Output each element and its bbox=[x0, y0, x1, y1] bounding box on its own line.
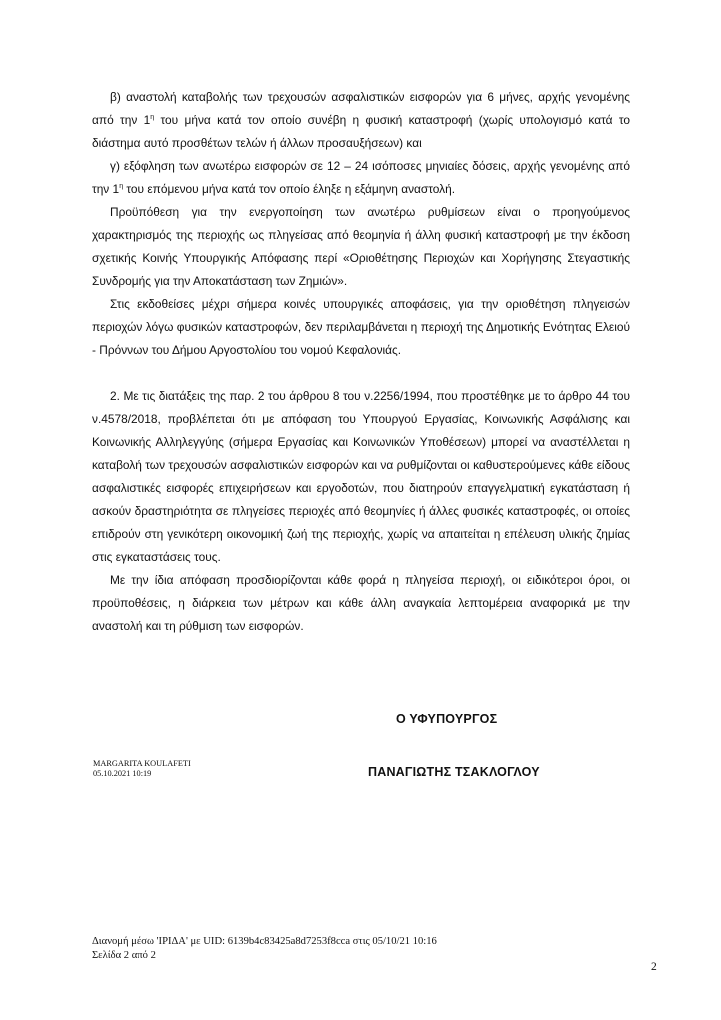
paragraph-b bbox=[92, 86, 630, 155]
superscript: η bbox=[150, 114, 155, 122]
paragraph-decisions: Στις εκδοθείσες μέχρι σήμερα κοινές υπουργικές αποφάσεις, για την οριοθέτηση πληγεισών περιοχών λόγω φυσικών καταστροφών, δεν περιλαμβάνεται η περιοχή της Δημοτικής Ενότητας Ελειού - Πρόννων του Δήμου Αργοστολίου του νομού Κεφαλονιάς. bbox=[92, 297, 630, 357]
paragraph-same-decision: Με την ίδια απόφαση προσδιορίζονται κάθε φορά η πληγείσα περιοχή, οι ειδικότεροι όροι, οι προϋποθέσεις, η διάρκεια των μέτρων και κάθε άλλη αναγκαία λεπτομέρεια αναφορικά με την αναστολή και τη ρύθμιση των εισφορών. bbox=[92, 573, 630, 633]
document-body bbox=[92, 86, 630, 638]
paragraph-c-text-end: του επόμενου μήνα κατά τον οποίο έληξε η εξάμηνη αναστολή. bbox=[123, 182, 456, 196]
paragraph-prerequisite: Προϋπόθεση για την ενεργοποίηση των ανωτέρω ρυθμίσεων είναι ο προηγούμενος χαρακτηρισμός της περιοχής ως πληγείσας από θεομηνία ή άλλη φυσική καταστροφή με την έκδοση σχετικής Κοινής Υπουργικής Απόφασης περί «Οριοθέτησης Περιοχών και Χορήγησης Στεγαστικής Συνδρομής για την Αποκατάσταση των Ζημιών». bbox=[92, 205, 630, 288]
stamp-signer: MARGARITA KOULAFETI bbox=[93, 759, 191, 768]
superscript: η bbox=[119, 183, 124, 191]
paragraph-b-text-end: του μήνα κατά τον οποίο συνέβη η φυσική καταστροφή (χωρίς υπολογισμό κατά το διάστημα αυτό προσθέτων τελών ή άλλων προσαυξήσεων) και bbox=[92, 113, 630, 150]
page-of-line: Σελίδα 2 από 2 bbox=[92, 950, 156, 961]
paragraph-c-text-start: γ) εξόφληση των ανωτέρω εισφορών σε 12 – 24 ισόποσες μηνιαίες δόσεις, αρχής γενομένης από την 1 bbox=[92, 159, 630, 196]
digital-signature-stamp bbox=[93, 759, 191, 779]
paragraph-section-2: 2. Με τις διατάξεις της παρ. 2 του άρθρου 8 του ν.2256/1994, που προστέθηκε με το άρθρο 44 του ν.4578/2018, προβλέπεται ότι με απόφαση του Υπουργού Εργασίας, Κοινωνικής Ασφάλισης και Κοινωνικής Αλληλεγγύης (σήμερα Εργασίας και Κοινωνικών Υποθέσεων) μπορεί να αναστέλλεται η καταβολή των τρεχουσών ασφαλιστικών εισφορών και να ρυθμίζονται οι καθυστερούμενες κάθε είδους ασφαλιστικές εισφορές επιχειρήσεων και εργοδοτών, που διατηρούν επαγγελματική εγκατάσταση ή ασκούν δραστηριότητα σε πληγείσες περιοχές από θεομηνίες ή άλλες φυσικές καταστροφές, οι οποίες επιδρούν στη γενικότερη οικονομική ζωή της περιοχής, χωρίς να απαιτείται η επέλευση υλικής ζημίας στις εγκαταστάσεις τους. bbox=[92, 389, 630, 564]
paragraph-c bbox=[92, 155, 630, 201]
spacer bbox=[92, 362, 630, 385]
distribution-line: Διανομή μέσω 'ΙΡΙΔΑ' με UID: 6139b4c83425a8d7253f8cca στις 05/10/21 10:16 bbox=[92, 936, 437, 947]
signatory-name: ΠΑΝΑΓΙΩΤΗΣ ΤΣΑΚΛΟΓΛΟΥ bbox=[368, 765, 540, 779]
paragraph-b-text-start: β) αναστολή καταβολής των τρεχουσών ασφαλιστικών εισφορών για 6 μήνες, αρχής γενομένης από την 1 bbox=[92, 90, 630, 127]
signature-title: Ο ΥΦΥΠΟΥΡΓΟΣ bbox=[396, 712, 498, 726]
page-footer bbox=[92, 935, 437, 963]
page-number: 2 bbox=[651, 961, 657, 973]
stamp-datetime: 05.10.2021 10:19 bbox=[93, 769, 152, 778]
